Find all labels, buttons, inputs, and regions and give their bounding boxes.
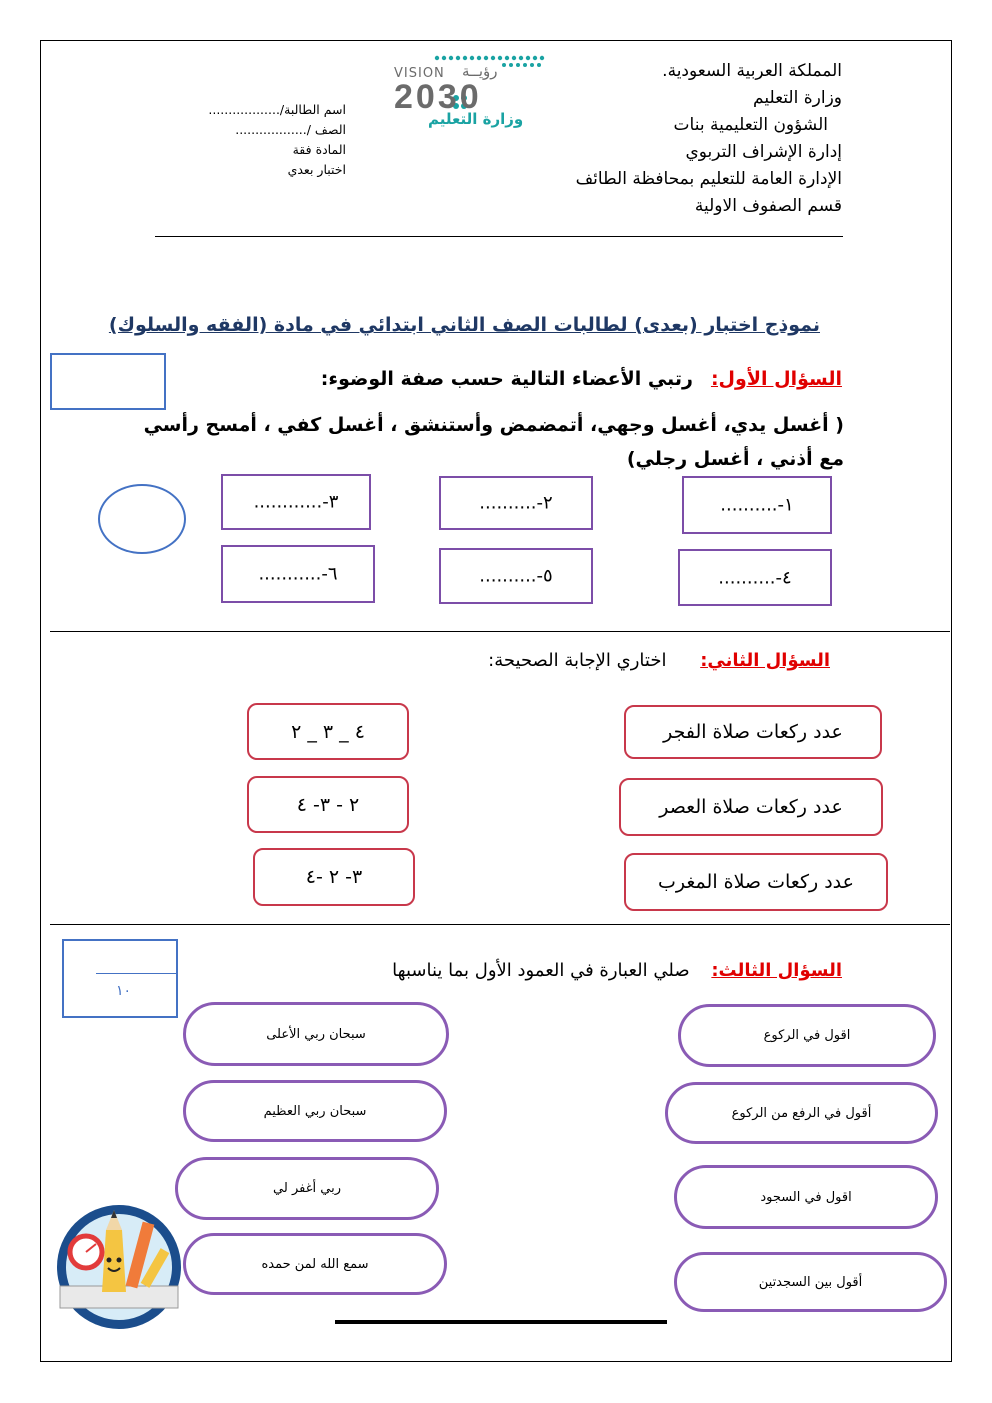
- logo-ruya-text: رؤيــة: [462, 62, 498, 80]
- q1-score-box: [50, 353, 166, 410]
- header-divider: [155, 236, 843, 237]
- q3-instruction: صلي العبارة في العمود الأول بما يناسبها: [392, 960, 690, 981]
- q2-header: [230, 650, 830, 671]
- q1-answer-box-1[interactable]: [682, 476, 832, 534]
- school-supplies-clipart-icon: [54, 1202, 184, 1332]
- q3-left-1[interactable]: اقول في الركوع: [678, 1004, 936, 1067]
- q2-question-2: عدد ركعات صلاة العصر: [619, 778, 883, 836]
- q1-answer-1-text: ١-..........: [720, 494, 794, 516]
- header-line-4: إدارة الإشراف التربوي: [685, 142, 842, 162]
- student-info: [176, 100, 346, 180]
- q1-answer-box-4[interactable]: [678, 549, 832, 606]
- q2-divider: [50, 924, 950, 925]
- q3-right-1[interactable]: سبحان ربي الأعلى: [183, 1002, 449, 1066]
- q3-score-text: ١٠: [116, 983, 132, 999]
- q3-score-box: [62, 939, 178, 1018]
- student-class-field: الصف /..................: [235, 122, 346, 137]
- header-line-6: قسم الصفوف الاولية: [694, 196, 842, 216]
- q3-right-3[interactable]: ربي أغفر لي: [175, 1157, 439, 1220]
- subject-field: المادة فقة: [292, 142, 346, 157]
- q1-answer-box-6[interactable]: [221, 545, 375, 603]
- q2-label: السؤال الثاني:: [700, 650, 830, 671]
- header-line-5: الإدارة العامة للتعليم بمحافظة الطائف: [575, 169, 842, 189]
- q2-instruction: اختاري الإجابة الصحيحة:: [488, 650, 667, 671]
- bottom-bar: [335, 1320, 667, 1324]
- q1-answer-3-text: ٣-............: [253, 491, 339, 513]
- vision-2030-logo: [392, 52, 552, 132]
- header-block: [512, 58, 842, 220]
- q1-label: السؤال الأول:: [710, 368, 842, 390]
- q2-question-3: عدد ركعات صلاة المغرب: [624, 853, 888, 911]
- q1-answer-6-text: ٦-...........: [258, 563, 338, 585]
- q3-left-2[interactable]: أقول في الرفع من الركوع: [665, 1082, 938, 1144]
- q1-answer-5-text: ٥-..........: [479, 565, 553, 587]
- q3-right-4[interactable]: سمع الله لمن حمده: [183, 1233, 447, 1295]
- q1-header: [242, 368, 842, 390]
- test-title: نموذج اختبار (بعدى) لطالبات الصف الثاني ابتدائي في مادة (الفقه والسلوك): [108, 314, 820, 336]
- header-line-1: المملكة العربية السعودية.: [662, 61, 842, 81]
- header-line-3: الشؤون التعليمية بنات: [673, 115, 828, 135]
- q3-header: [242, 960, 842, 981]
- q3-right-2[interactable]: سبحان ربي العظيم: [183, 1080, 447, 1142]
- page-frame: [40, 40, 952, 1362]
- q3-left-3[interactable]: اقول في السجود: [674, 1165, 938, 1229]
- student-name-field: اسم الطالبة/..................: [208, 102, 346, 117]
- logo-year-text: 2030: [394, 78, 482, 116]
- q2-question-1: عدد ركعات صلاة الفجر: [624, 705, 882, 759]
- q1-answer-4-text: ٤-..........: [718, 567, 792, 588]
- logo-ministry-text: وزارة التعليم: [428, 110, 524, 128]
- q2-option-3[interactable]: ٣- ٢ -٤: [253, 848, 415, 906]
- q1-divider: [50, 631, 950, 632]
- q1-instruction: رتبي الأعضاء التالية حسب صفة الوضوء:: [320, 368, 693, 390]
- logo-vision-text: VISION: [394, 66, 445, 81]
- q1-answer-box-2[interactable]: [439, 476, 593, 530]
- test-type-field: اختبار بعدي: [287, 162, 346, 177]
- q2-option-1[interactable]: ٤ _ ٣ _ ٢: [247, 703, 409, 760]
- q1-answer-box-3[interactable]: [221, 474, 371, 530]
- q1-answer-2-text: ٢-..........: [479, 492, 553, 514]
- q2-option-2[interactable]: ٢ - ٣- ٤: [247, 776, 409, 833]
- q1-words-line2: مع أذني ، أغسل رجلي): [626, 448, 844, 470]
- q1-score-circle: [98, 484, 186, 554]
- q1-words-line1: ( أغسل يدي، أغسل وجهي، أتمضمض وأستنشق ، أغسل كفي ، أمسح رأسي: [143, 414, 844, 436]
- score-line: [96, 973, 176, 974]
- q3-label: السؤال الثالث:: [711, 960, 842, 981]
- q3-left-4[interactable]: أقول بين السجدتين: [674, 1252, 947, 1312]
- header-line-2: وزارة التعليم: [753, 88, 842, 108]
- q1-answer-box-5[interactable]: [439, 548, 593, 604]
